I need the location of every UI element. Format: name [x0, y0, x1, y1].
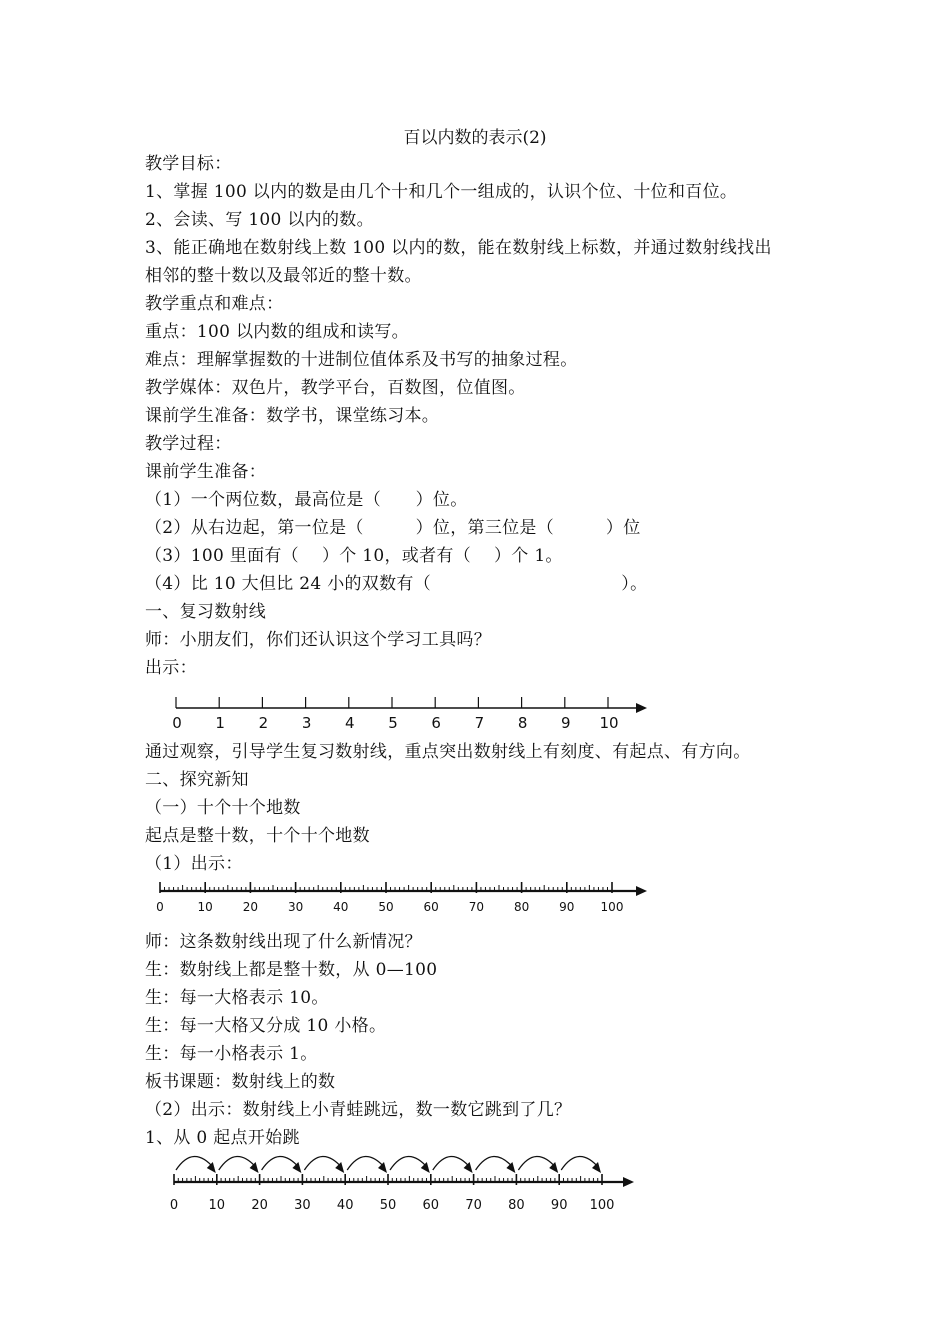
tick-label-5: 5 [388, 714, 398, 732]
count-by-tens-desc: 起点是整十数，十个十个地数 [145, 826, 370, 846]
objective-2: 2、会读、写 100 以内的数。 [145, 210, 374, 230]
tick-label-50: 50 [378, 900, 394, 914]
jump-arrow-head [207, 1162, 216, 1173]
jump-arrow-head [335, 1162, 344, 1173]
heading-key-points: 教学重点和难点： [145, 294, 284, 314]
tick-label-10: 10 [197, 900, 213, 914]
tick-label-60: 60 [423, 900, 439, 914]
frog-jump-number-line [160, 1148, 650, 1218]
tick-label-10: 10 [599, 714, 619, 732]
heading-process: 教学过程： [145, 434, 232, 454]
arrow-head [623, 1177, 634, 1187]
objective-1: 1、掌握 100 以内的数是由几个十和几个一组成的，认识个位、十位和百位。 [145, 182, 738, 202]
jump-arrow-head [421, 1162, 430, 1173]
question-4: （4）比 10 大但比 24 小的双数有（ ）。 [145, 574, 648, 594]
difficult-point: 难点：理解掌握数的十进制位值体系及书写的抽象过程。 [145, 350, 578, 370]
tick-label-0: 0 [156, 900, 164, 914]
tick-label-6: 6 [431, 714, 441, 732]
jump-arrow-head [292, 1162, 301, 1173]
tick-label-30: 30 [294, 1198, 311, 1213]
tick-label-80: 80 [513, 900, 530, 914]
tick-label-100: 100 [600, 900, 624, 914]
student-prep: 课前学生准备：数学书，课堂练习本。 [145, 406, 440, 426]
student-answer-3: 生：每一大格又分成 10 小格。 [145, 1016, 387, 1036]
show-label-3: （2）出示：数射线上小青蛙跳远，数一数它跳到了几？ [145, 1100, 572, 1120]
jump-arrow-head [250, 1162, 259, 1173]
jump-arrow-head [549, 1162, 558, 1173]
student-answer-2: 生：每一大格表示 10。 [145, 988, 329, 1008]
tick-label-2: 2 [258, 714, 269, 732]
arrow-head [636, 886, 647, 896]
tick-label-20: 20 [242, 900, 259, 914]
question-1: （1）一个两位数，最高位是（ ）位。 [145, 490, 468, 510]
tick-label-70: 70 [465, 1198, 482, 1213]
jump-from-zero: 1、从 0 起点开始跳 [145, 1128, 300, 1148]
tick-label-0: 0 [172, 714, 182, 732]
question-2: （2）从右边起，第一位是（ ）位，第三位是（ ）位 [145, 518, 641, 538]
heading-pre-class: 课前学生准备： [145, 462, 267, 482]
tick-label-10: 10 [208, 1198, 226, 1213]
tick-label-8: 8 [517, 714, 528, 732]
teacher-question-2: 师：这条数射线出现了什么新情况？ [145, 932, 422, 952]
section-explore: 二、探究新知 [145, 770, 249, 790]
tick-label-40: 40 [336, 1198, 354, 1213]
question-3: （3）100 里面有（ ）个 10，或者有（ ）个 1。 [145, 546, 563, 566]
section-review: 一、复习数射线 [145, 602, 267, 622]
number-line-0-100 [150, 876, 660, 920]
key-point: 重点：100 以内数的组成和读写。 [145, 322, 409, 342]
jump-arrow-head [464, 1162, 473, 1173]
teaching-media: 教学媒体：双色片，教学平台，百数图，位值图。 [145, 378, 526, 398]
tick-label-0: 0 [169, 1198, 179, 1213]
tick-label-90: 90 [550, 1198, 568, 1213]
student-answer-1: 生：数射线上都是整十数，从 0—100 [145, 960, 438, 980]
jump-arrow-head [506, 1162, 515, 1173]
teacher-question-1: 师：小朋友们，你们还认识这个学习工具吗？ [145, 630, 491, 650]
objective-3-cont: 相邻的整十数以及最邻近的整十数。 [145, 266, 422, 286]
tick-label-1: 1 [215, 714, 225, 732]
heading-objectives: 教学目标： [145, 154, 232, 174]
document-title: 百以内数的表示(2) [403, 128, 547, 148]
show-label-2: （1）出示： [145, 854, 243, 874]
show-label-1: 出示： [145, 658, 197, 678]
tick-label-70: 70 [468, 900, 485, 914]
tick-label-40: 40 [333, 900, 349, 914]
arrow-head [636, 703, 647, 713]
tick-label-90: 90 [559, 900, 575, 914]
tick-label-20: 20 [251, 1198, 268, 1213]
student-answer-4: 生：每一小格表示 1。 [145, 1044, 318, 1064]
tick-label-80: 80 [508, 1198, 525, 1213]
tick-label-3: 3 [301, 714, 312, 732]
objective-3: 3、能正确地在数射线上数 100 以内的数，能在数射线上标数，并通过数射线找出 [145, 238, 772, 258]
board-title: 板书课题：数射线上的数 [145, 1072, 336, 1092]
observation-text: 通过观察，引导学生复习数射线，重点突出数射线上有刻度、有起点、有方向。 [145, 742, 751, 762]
subsection-count-by-tens: （一）十个十个地数 [145, 798, 301, 818]
number-line-0-10 [160, 690, 660, 734]
jump-arrow-head [592, 1162, 601, 1173]
tick-label-100: 100 [589, 1198, 615, 1213]
tick-label-9: 9 [561, 714, 571, 732]
tick-label-50: 50 [379, 1198, 397, 1213]
tick-label-4: 4 [345, 714, 355, 732]
tick-label-30: 30 [287, 900, 304, 914]
tick-label-7: 7 [474, 714, 485, 732]
jump-arrow-head [378, 1162, 387, 1173]
tick-label-60: 60 [422, 1198, 440, 1213]
